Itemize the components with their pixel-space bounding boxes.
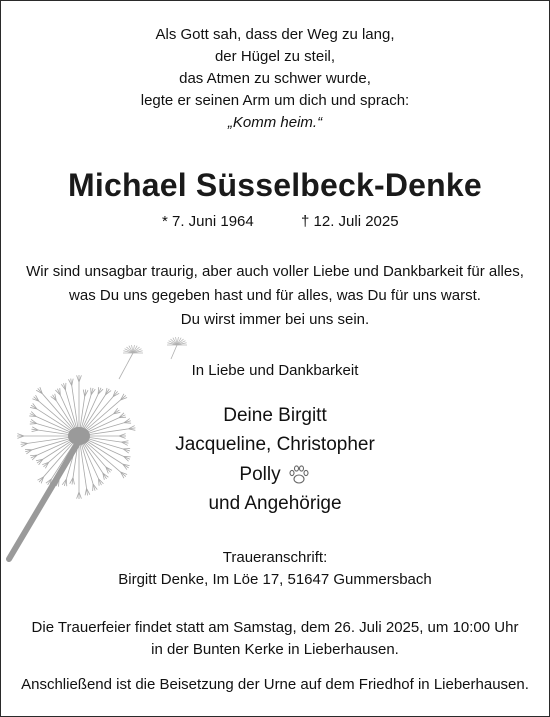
service-line: in der Bunten Kerke in Lieberhausen.: [151, 641, 399, 658]
burial-line: Anschließend ist die Beisetzung der Urne auf dem Friedhof in Lieberhausen.: [21, 676, 529, 693]
message-line: Wir sind unsagbar traurig, aber auch voller Liebe und Dankbarkeit für alles,: [26, 263, 524, 280]
address-value: Birgitt Denke, Im Löe 17, 51647 Gummersbach: [118, 571, 432, 588]
mourner-line: Deine Birgitt: [223, 405, 327, 426]
poem-quote: „Komm heim.“: [227, 114, 323, 131]
deceased-name: Michael Süsselbeck-Denke: [68, 167, 482, 203]
birth-date: * 7. Juni 1964: [162, 213, 254, 230]
poem-line: Als Gott sah, dass der Weg zu lang,: [155, 26, 395, 43]
address-label: Traueranschrift:: [222, 549, 328, 566]
service-line: Die Trauerfeier findet statt am Samstag, dem 26. Juli 2025, um 10:00 Uhr: [31, 619, 519, 636]
poem-line: das Atmen zu schwer wurde,: [179, 70, 371, 87]
poem-line: legte er seinen Arm um dich und sprach:: [140, 92, 410, 109]
mourner-line-pet: [1, 460, 549, 490]
pet-name: Polly: [239, 464, 281, 485]
death-date: † 12. Juli 2025: [301, 213, 399, 230]
poem-line: der Hügel zu steil,: [214, 48, 336, 65]
message-line: was Du uns gegeben hast und für alles, was Du für uns warst.: [69, 287, 481, 304]
mourner-line: Jacqueline, Christopher: [175, 434, 375, 455]
mourners-intro: In Liebe und Dankbarkeit: [191, 362, 359, 379]
paw-print-icon: [287, 463, 311, 487]
mourner-line: und Angehörige: [208, 493, 342, 514]
message-line: Du wirst immer bei uns sein.: [180, 311, 370, 328]
poem-line-closing: [1, 112, 549, 134]
